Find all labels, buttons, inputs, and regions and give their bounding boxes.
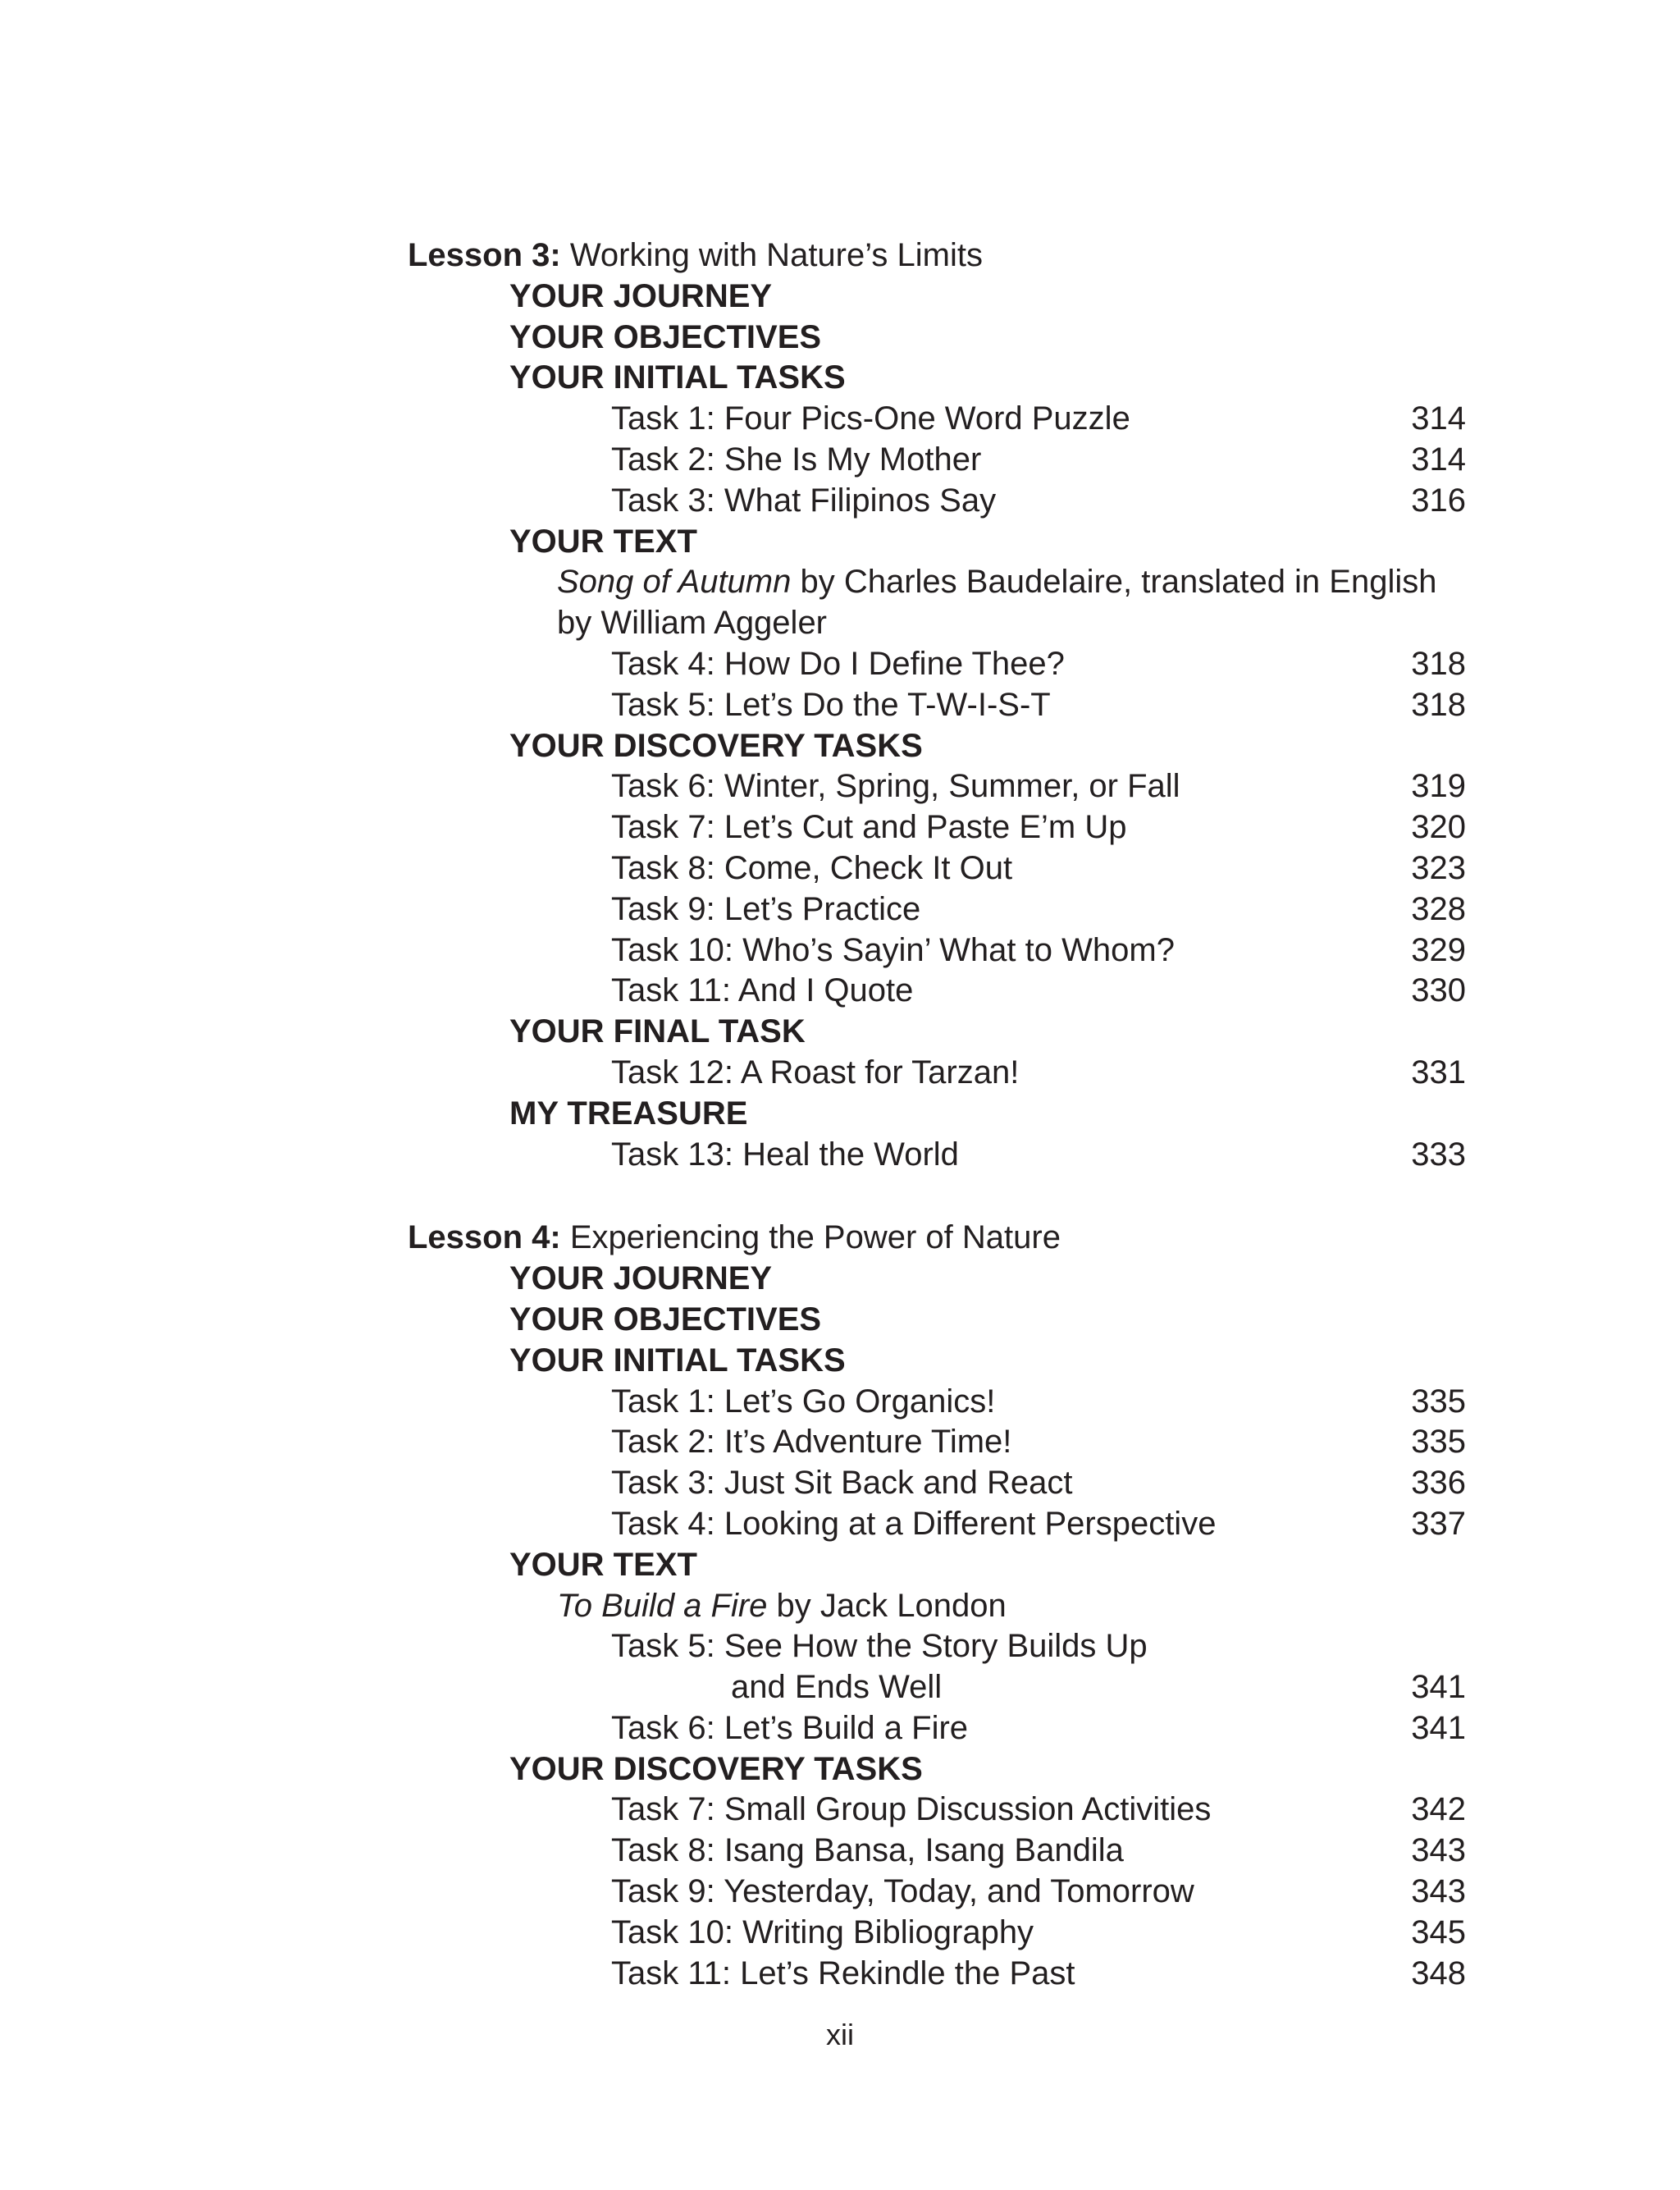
entry-label: Task 4: Looking at a Different Perspective: [611, 1505, 1217, 1542]
entry-label: Task 7: Small Group Discussion Activities: [611, 1791, 1212, 1828]
text-byline-continued: by William Aggeler: [557, 605, 828, 642]
toc-entry[interactable]: [408, 481, 1466, 522]
toc-entry[interactable]: [408, 1708, 1466, 1749]
section-heading: MY TREASURE: [509, 1095, 748, 1132]
toc-entry[interactable]: [408, 1463, 1466, 1504]
lesson-number: Lesson 3:: [408, 237, 561, 273]
entry-label: Task 13: Heal the World: [611, 1136, 959, 1173]
entry-page: 335: [1411, 1424, 1466, 1461]
toc-entry[interactable]: [408, 1954, 1466, 1995]
toc-entry[interactable]: [408, 971, 1466, 1012]
entry-page: 331: [1411, 1054, 1466, 1090]
toc-entry[interactable]: [408, 1790, 1466, 1831]
entry-label: Task 9: Yesterday, Today, and Tomorrow: [611, 1873, 1194, 1910]
entry-page: 320: [1411, 809, 1466, 846]
entry-page: 336: [1411, 1465, 1466, 1502]
toc-entry[interactable]: [408, 1913, 1466, 1954]
toc-entry[interactable]: [408, 1422, 1466, 1463]
page-number: xii: [826, 2018, 854, 2051]
entry-page: 328: [1411, 890, 1466, 927]
text-reference: [408, 562, 1466, 603]
entry-page: 343: [1411, 1873, 1466, 1910]
toc-entry[interactable]: [408, 766, 1466, 807]
lesson-spacer: [408, 1175, 1466, 1218]
entry-page: 335: [1411, 1383, 1466, 1420]
entry-label: Task 11: And I Quote: [611, 972, 914, 1009]
toc-entry[interactable]: [408, 1053, 1466, 1094]
toc-entry[interactable]: [408, 399, 1466, 440]
toc-entry[interactable]: [408, 930, 1466, 972]
entry-page: 329: [1411, 931, 1466, 968]
toc-entry[interactable]: [408, 440, 1466, 481]
entry-page: 345: [1411, 1913, 1466, 1950]
text-byline: by Jack London: [767, 1587, 1007, 1624]
entry-page: 316: [1411, 482, 1466, 519]
toc-entry[interactable]: [408, 1872, 1466, 1913]
entry-page: 343: [1411, 1832, 1466, 1869]
section-heading: YOUR FINAL TASK: [509, 1013, 806, 1050]
entry-page: 314: [1411, 441, 1466, 478]
entry-label: Task 10: Writing Bibliography: [611, 1913, 1034, 1950]
toc-entry[interactable]: [408, 889, 1466, 930]
text-byline: by Charles Baudelaire, translated in English: [791, 564, 1437, 601]
lesson-3-heading: [408, 235, 1466, 277]
entry-label: Task 2: It’s Adventure Time!: [611, 1424, 1012, 1461]
entry-page: 318: [1411, 645, 1466, 682]
section-heading: YOUR DISCOVERY TASKS: [509, 727, 923, 764]
toc-entry[interactable]: [408, 644, 1466, 685]
section-heading: YOUR TEXT: [509, 1546, 697, 1583]
entry-page: 342: [1411, 1791, 1466, 1828]
text-title: To Build a Fire: [557, 1587, 768, 1624]
entry-page: 333: [1411, 1136, 1466, 1173]
entry-label: Task 1: Let’s Go Organics!: [611, 1383, 996, 1420]
entry-label: Task 6: Winter, Spring, Summer, or Fall: [611, 768, 1180, 805]
toc-entry[interactable]: [408, 1626, 1466, 1667]
section-heading: YOUR TEXT: [509, 523, 697, 560]
section-heading: YOUR JOURNEY: [509, 1260, 773, 1297]
toc-entry[interactable]: [408, 848, 1466, 889]
entry-label: Task 8: Isang Bansa, Isang Bandila: [611, 1832, 1124, 1869]
entry-page: 318: [1411, 686, 1466, 723]
entry-label: Task 3: Just Sit Back and React: [611, 1465, 1073, 1502]
entry-page: 314: [1411, 400, 1466, 437]
entry-label: Task 8: Come, Check It Out: [611, 849, 1013, 886]
toc-entry[interactable]: [408, 807, 1466, 848]
entry-page: 337: [1411, 1505, 1466, 1542]
toc-entry[interactable]: [408, 1831, 1466, 1872]
entry-label: Task 4: How Do I Define Thee?: [611, 645, 1065, 682]
toc-entry[interactable]: [408, 1135, 1466, 1176]
lesson-number: Lesson 4:: [408, 1219, 561, 1256]
section-heading: YOUR JOURNEY: [509, 277, 773, 314]
lesson-title: Experiencing the Power of Nature: [569, 1219, 1061, 1256]
section-heading: YOUR INITIAL TASKS: [509, 359, 846, 396]
entry-label: Task 5: See How the Story Builds Up: [611, 1628, 1148, 1665]
entry-page: 323: [1411, 849, 1466, 886]
lesson-title: Working with Nature’s Limits: [569, 237, 983, 273]
entry-label: Task 1: Four Pics-One Word Puzzle: [611, 400, 1130, 437]
section-heading: YOUR DISCOVERY TASKS: [509, 1750, 923, 1787]
lesson-4-heading: [408, 1218, 1466, 1259]
text-reference: [408, 1586, 1466, 1627]
toc-entry-continued[interactable]: [408, 1667, 1466, 1708]
section-heading: YOUR OBJECTIVES: [509, 318, 822, 355]
section-heading: YOUR OBJECTIVES: [509, 1301, 822, 1337]
entry-label: Task 10: Who’s Sayin’ What to Whom?: [611, 931, 1175, 968]
entry-page: 330: [1411, 972, 1466, 1009]
entry-label: Task 3: What Filipinos Say: [611, 482, 997, 519]
entry-label-continued: and Ends Well: [731, 1669, 943, 1706]
entry-label: Task 2: She Is My Mother: [611, 441, 982, 478]
entry-page: 341: [1411, 1709, 1466, 1746]
entry-label: Task 12: A Roast for Tarzan!: [611, 1054, 1020, 1090]
toc-entry[interactable]: [408, 685, 1466, 726]
entry-label: Task 11: Let’s Rekindle the Past: [611, 1955, 1075, 1991]
toc-entry[interactable]: [408, 1382, 1466, 1423]
section-heading: YOUR INITIAL TASKS: [509, 1342, 846, 1378]
table-of-contents: [408, 235, 1466, 1994]
entry-page: 348: [1411, 1955, 1466, 1991]
entry-page: 319: [1411, 768, 1466, 805]
toc-entry[interactable]: [408, 1504, 1466, 1545]
entry-page: 341: [1411, 1669, 1466, 1706]
entry-label: Task 6: Let’s Build a Fire: [611, 1709, 969, 1746]
entry-label: Task 5: Let’s Do the T-W-I-S-T: [611, 686, 1051, 723]
text-title: Song of Autumn: [557, 564, 792, 601]
entry-label: Task 7: Let’s Cut and Paste E’m Up: [611, 809, 1127, 846]
entry-label: Task 9: Let’s Practice: [611, 890, 921, 927]
